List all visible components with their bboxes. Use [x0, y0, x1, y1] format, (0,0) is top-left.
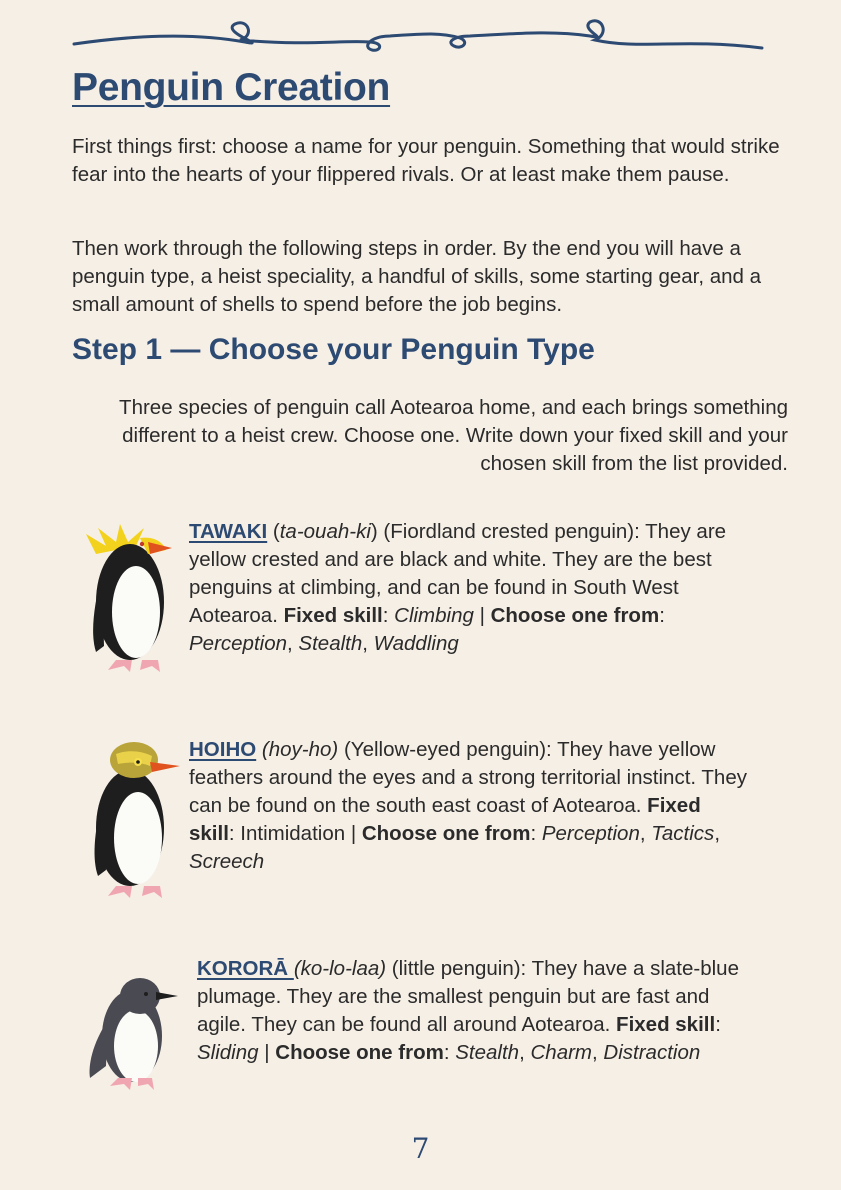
- penguin-entry-korora: KORORĀ (ko-lo-laa) (little penguin): They have a slate-blue plumage. They are the smallest penguin but are fast and agile. They can be found all around Aotearoa. Fixed skill: Sliding | Choose one from: Stealth, Charm, Distraction: [197, 957, 739, 1064]
- penguin-name-tawaki: TAWAKI: [189, 520, 268, 543]
- penguin-name-hoiho: HOIHO: [189, 738, 257, 761]
- fixed-skill-value: Sliding: [197, 1041, 259, 1064]
- fixed-skill-value: Climbing: [394, 604, 474, 627]
- penguin-name-korora: KORORĀ: [197, 957, 294, 980]
- step1-intro: Three species of penguin call Aotearoa home, and each brings something different to a heist crew. Choose one. Write down your fixed skill and your chosen skill from the list provided.: [119, 396, 788, 475]
- penguin-description: (Yellow-eyed penguin): They have yellow feathers around the eyes and a strong territorial instinct. They can be found on the south east coast of Aotearoa.: [189, 738, 747, 817]
- hoiho-penguin-illustration: [86, 736, 182, 898]
- penguin-description: (Fiordland crested penguin): They are yellow crested and are black and white. They are the best penguins at climbing, and can be found in South West Aotearoa.: [189, 520, 727, 627]
- korora-penguin-illustration: [84, 970, 180, 1092]
- tawaki-penguin-illustration: [86, 514, 178, 676]
- penguin-entry-hoiho: HOIHO (hoy-ho) (Yellow-eyed penguin): They have yellow feathers around the eyes and a strong territorial instinct. They can be found on the south east coast of Aotearoa. Fixed skill: Intimidation | Choose one from: Perception, Tactics, Screech: [189, 738, 747, 873]
- decorative-flourish: [70, 14, 770, 58]
- intro-paragraph-1: First things first: choose a name for your penguin. Something that would strike fear into the hearts of your flippered rivals. Or at least make them pause.: [72, 135, 780, 186]
- penguin-entry-tawaki: TAWAKI (ta-ouah-ki) (Fiordland crested penguin): They are yellow crested and are black and white. They are the best penguins at climbing, and can be found in South West Aotearoa. Fixed skill: Climbing | Choose one from: Perception, Stealth, Waddling: [189, 520, 727, 655]
- fixed-skill-value: Intimidation: [240, 822, 346, 845]
- intro-paragraph-2: Then work through the following steps in order. By the end you will have a penguin type, a heist speciality, a handful of skills, some starting gear, and a small amount of shells to spend before the job begins.: [72, 237, 762, 316]
- page-title: Penguin Creation: [72, 66, 391, 109]
- step1-heading: Step 1 — Choose your Penguin Type: [72, 333, 595, 366]
- pronunciation: (hoy-ho): [261, 738, 339, 761]
- penguin-description: (little penguin): They have a slate-blue plumage. They are the smallest penguin but are fast and agile. They can be found all around Aotearoa.: [197, 957, 739, 1036]
- pronunciation: (ko-lo-laa): [293, 957, 387, 980]
- pronunciation: ta-ouah-ki: [279, 520, 371, 543]
- page-number: 7: [411, 1132, 430, 1165]
